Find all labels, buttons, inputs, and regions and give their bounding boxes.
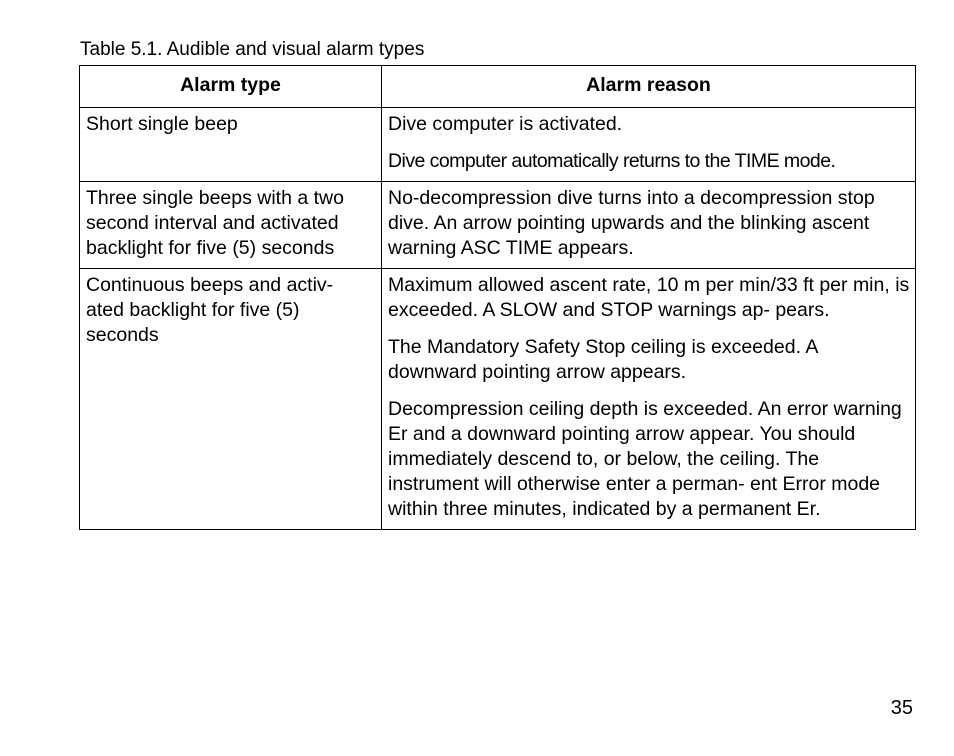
alarm-reason-text: Dive computer automatically returns to the TIME mode.	[388, 150, 836, 172]
table-row	[80, 269, 916, 530]
page-number: 35	[890, 697, 913, 719]
alarm-reason-text: No-decompression dive turns into a decompression stop dive. An arrow pointing upwards and the blinking ascent warning ASC TIME appears.	[388, 187, 875, 259]
table-caption: Table 5.1. Audible and visual alarm types	[80, 39, 425, 60]
alarm-type-cell: Short single beep	[80, 108, 382, 182]
alarm-reason-text: Maximum allowed ascent rate, 10 m per min/33 ft per min, is exceeded. A SLOW and STOP warnings ap- pears.	[388, 274, 910, 321]
column-header-alarm-type: Alarm type	[80, 66, 382, 108]
alarm-reason-text: Decompression ceiling depth is exceeded. An error warning Er and a downward pointing arrow appear. You should immediately descend to, or below, the ceiling. The instrument will otherwise enter a perman- ent Error mode within three minutes, indicated by a permanent Er.	[388, 398, 902, 520]
column-header-alarm-reason: Alarm reason	[382, 66, 916, 108]
table-row	[80, 108, 916, 182]
table-header-row	[80, 66, 916, 108]
alarm-reason-cell	[382, 108, 916, 182]
alarm-reason-cell	[382, 182, 916, 269]
alarm-types-table	[79, 65, 916, 530]
alarm-reason-cell	[382, 269, 916, 530]
alarm-type-cell: Continuous beeps and activ- ated backlight for five (5) seconds	[80, 269, 382, 530]
alarm-reason-text: The Mandatory Safety Stop ceiling is exceeded. A downward pointing arrow appears.	[388, 336, 818, 383]
alarm-type-cell: Three single beeps with a two second interval and activated backlight for five (5) seconds	[80, 182, 382, 269]
alarm-reason-text: Dive computer is activated.	[388, 113, 623, 135]
table-row	[80, 182, 916, 269]
